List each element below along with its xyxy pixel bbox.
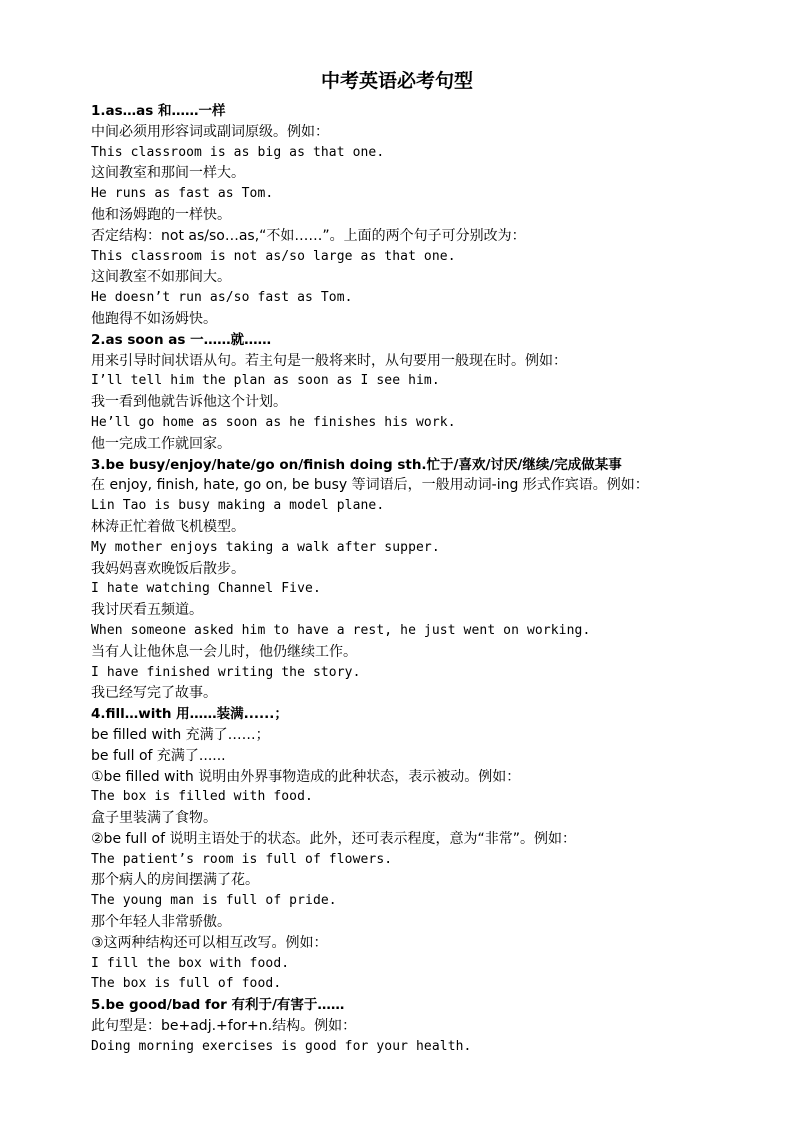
chinese-text-line: 那个年轻人非常骄傲。 <box>91 914 231 931</box>
english-example-line: The box is full of food. <box>91 976 282 992</box>
chinese-text-line: 此句型是：be+adj.+for+n.结构。例如： <box>91 1018 357 1035</box>
english-example-line: I hate watching Channel Five. <box>91 581 321 597</box>
chinese-text-line: 这间教室不如那间大。 <box>91 269 231 286</box>
section-heading: 1.as…as 和……一样 <box>91 103 226 119</box>
chinese-text-line: be full of 充满了...... <box>91 747 226 764</box>
english-example-line: When someone asked him to have a rest, he just went on working. <box>91 622 591 638</box>
english-example-line: The box is filled with food. <box>91 789 313 805</box>
chinese-text-line: 当有人让他休息一会儿时，他仍继续工作。 <box>91 643 357 660</box>
chinese-text-line: 那个病人的房间摆满了花。 <box>91 872 259 889</box>
english-example-line: This classroom is as big as that one. <box>91 144 385 160</box>
english-example-line: Lin Tao is busy making a model plane. <box>91 498 385 514</box>
english-example-line: My mother enjoys taking a walk after supper. <box>91 539 440 555</box>
section-heading: 5.be good/bad for 有利于/有害于…… <box>91 997 345 1014</box>
chinese-text-line: 我妈妈喜欢晚饭后散步。 <box>91 560 245 577</box>
chinese-text-line: 林涛正忙着做飞机模型。 <box>91 518 245 535</box>
chinese-text-line: 我已经写完了故事。 <box>91 685 217 702</box>
english-example-line: I have finished writing the story. <box>91 664 361 680</box>
english-example-line: I fill the box with food. <box>91 955 290 971</box>
english-example-line: I’ll tell him the plan as soon as I see him. <box>91 373 440 389</box>
chinese-text-line: 盒子里装满了食物。 <box>91 810 217 827</box>
section-heading: 3.be busy/enjoy/hate/go on/finish doing sth.忙于/喜欢/讨厌/继续/完成做某事 <box>91 456 622 473</box>
english-example-line: He’ll go home as soon as he finishes his work. <box>91 414 456 430</box>
chinese-text-line: ③这两种结构还可以相互改写。例如： <box>91 934 328 951</box>
english-example-line: The young man is full of pride. <box>91 893 337 909</box>
chinese-text-line: 他一完成工作就回家。 <box>91 435 231 452</box>
document-body <box>91 101 781 1058</box>
chinese-text-line: 我一看到他就告诉他这个计划。 <box>91 394 287 411</box>
english-example-line: The patient’s room is full of flowers. <box>91 851 393 867</box>
chinese-text-line: 我讨厌看五频道。 <box>91 602 203 619</box>
english-example-line: He runs as fast as Tom. <box>91 186 274 202</box>
english-example-line: He doesn’t run as/so fast as Tom. <box>91 290 353 306</box>
chinese-text-line: 在 enjoy, finish, hate, go on, be busy 等词语后，一般用动词-ing 形式作宾语。例如： <box>91 477 649 494</box>
chinese-text-line: 中间必须用形容词或副词原级。例如： <box>91 123 329 140</box>
chinese-text-line: 他和汤姆跑的一样快。 <box>91 206 231 223</box>
english-example-line: Doing morning exercises is good for your health. <box>91 1038 472 1054</box>
section-heading: 4.fill…with 用……装满......； <box>91 706 288 723</box>
chinese-text-line: 这间教室和那间一样大。 <box>91 165 245 182</box>
chinese-text-line: 否定结构：not as/so…as,“不如……”。上面的两个句子可分别改为： <box>91 227 526 244</box>
chinese-text-line: ①be filled with 说明由外界事物造成的此种状态，表示被动。例如： <box>91 768 521 785</box>
english-example-line: This classroom is not as/so large as that one. <box>91 248 456 264</box>
chinese-text-line: 他跑得不如汤姆快。 <box>91 310 217 327</box>
chinese-text-line: ②be full of 说明主语处于的状态。此外，还可表示程度，意为“非常”。例如： <box>91 830 576 847</box>
chinese-text-line: 用来引导时间状语从句。若主句是一般将来时，从句要用一般现在时。例如： <box>91 352 567 369</box>
section-heading: 2.as soon as 一……就…… <box>91 331 272 348</box>
page-title: 中考英语必考句型 <box>320 70 473 92</box>
chinese-text-line: be filled with 充满了……； <box>91 726 270 743</box>
